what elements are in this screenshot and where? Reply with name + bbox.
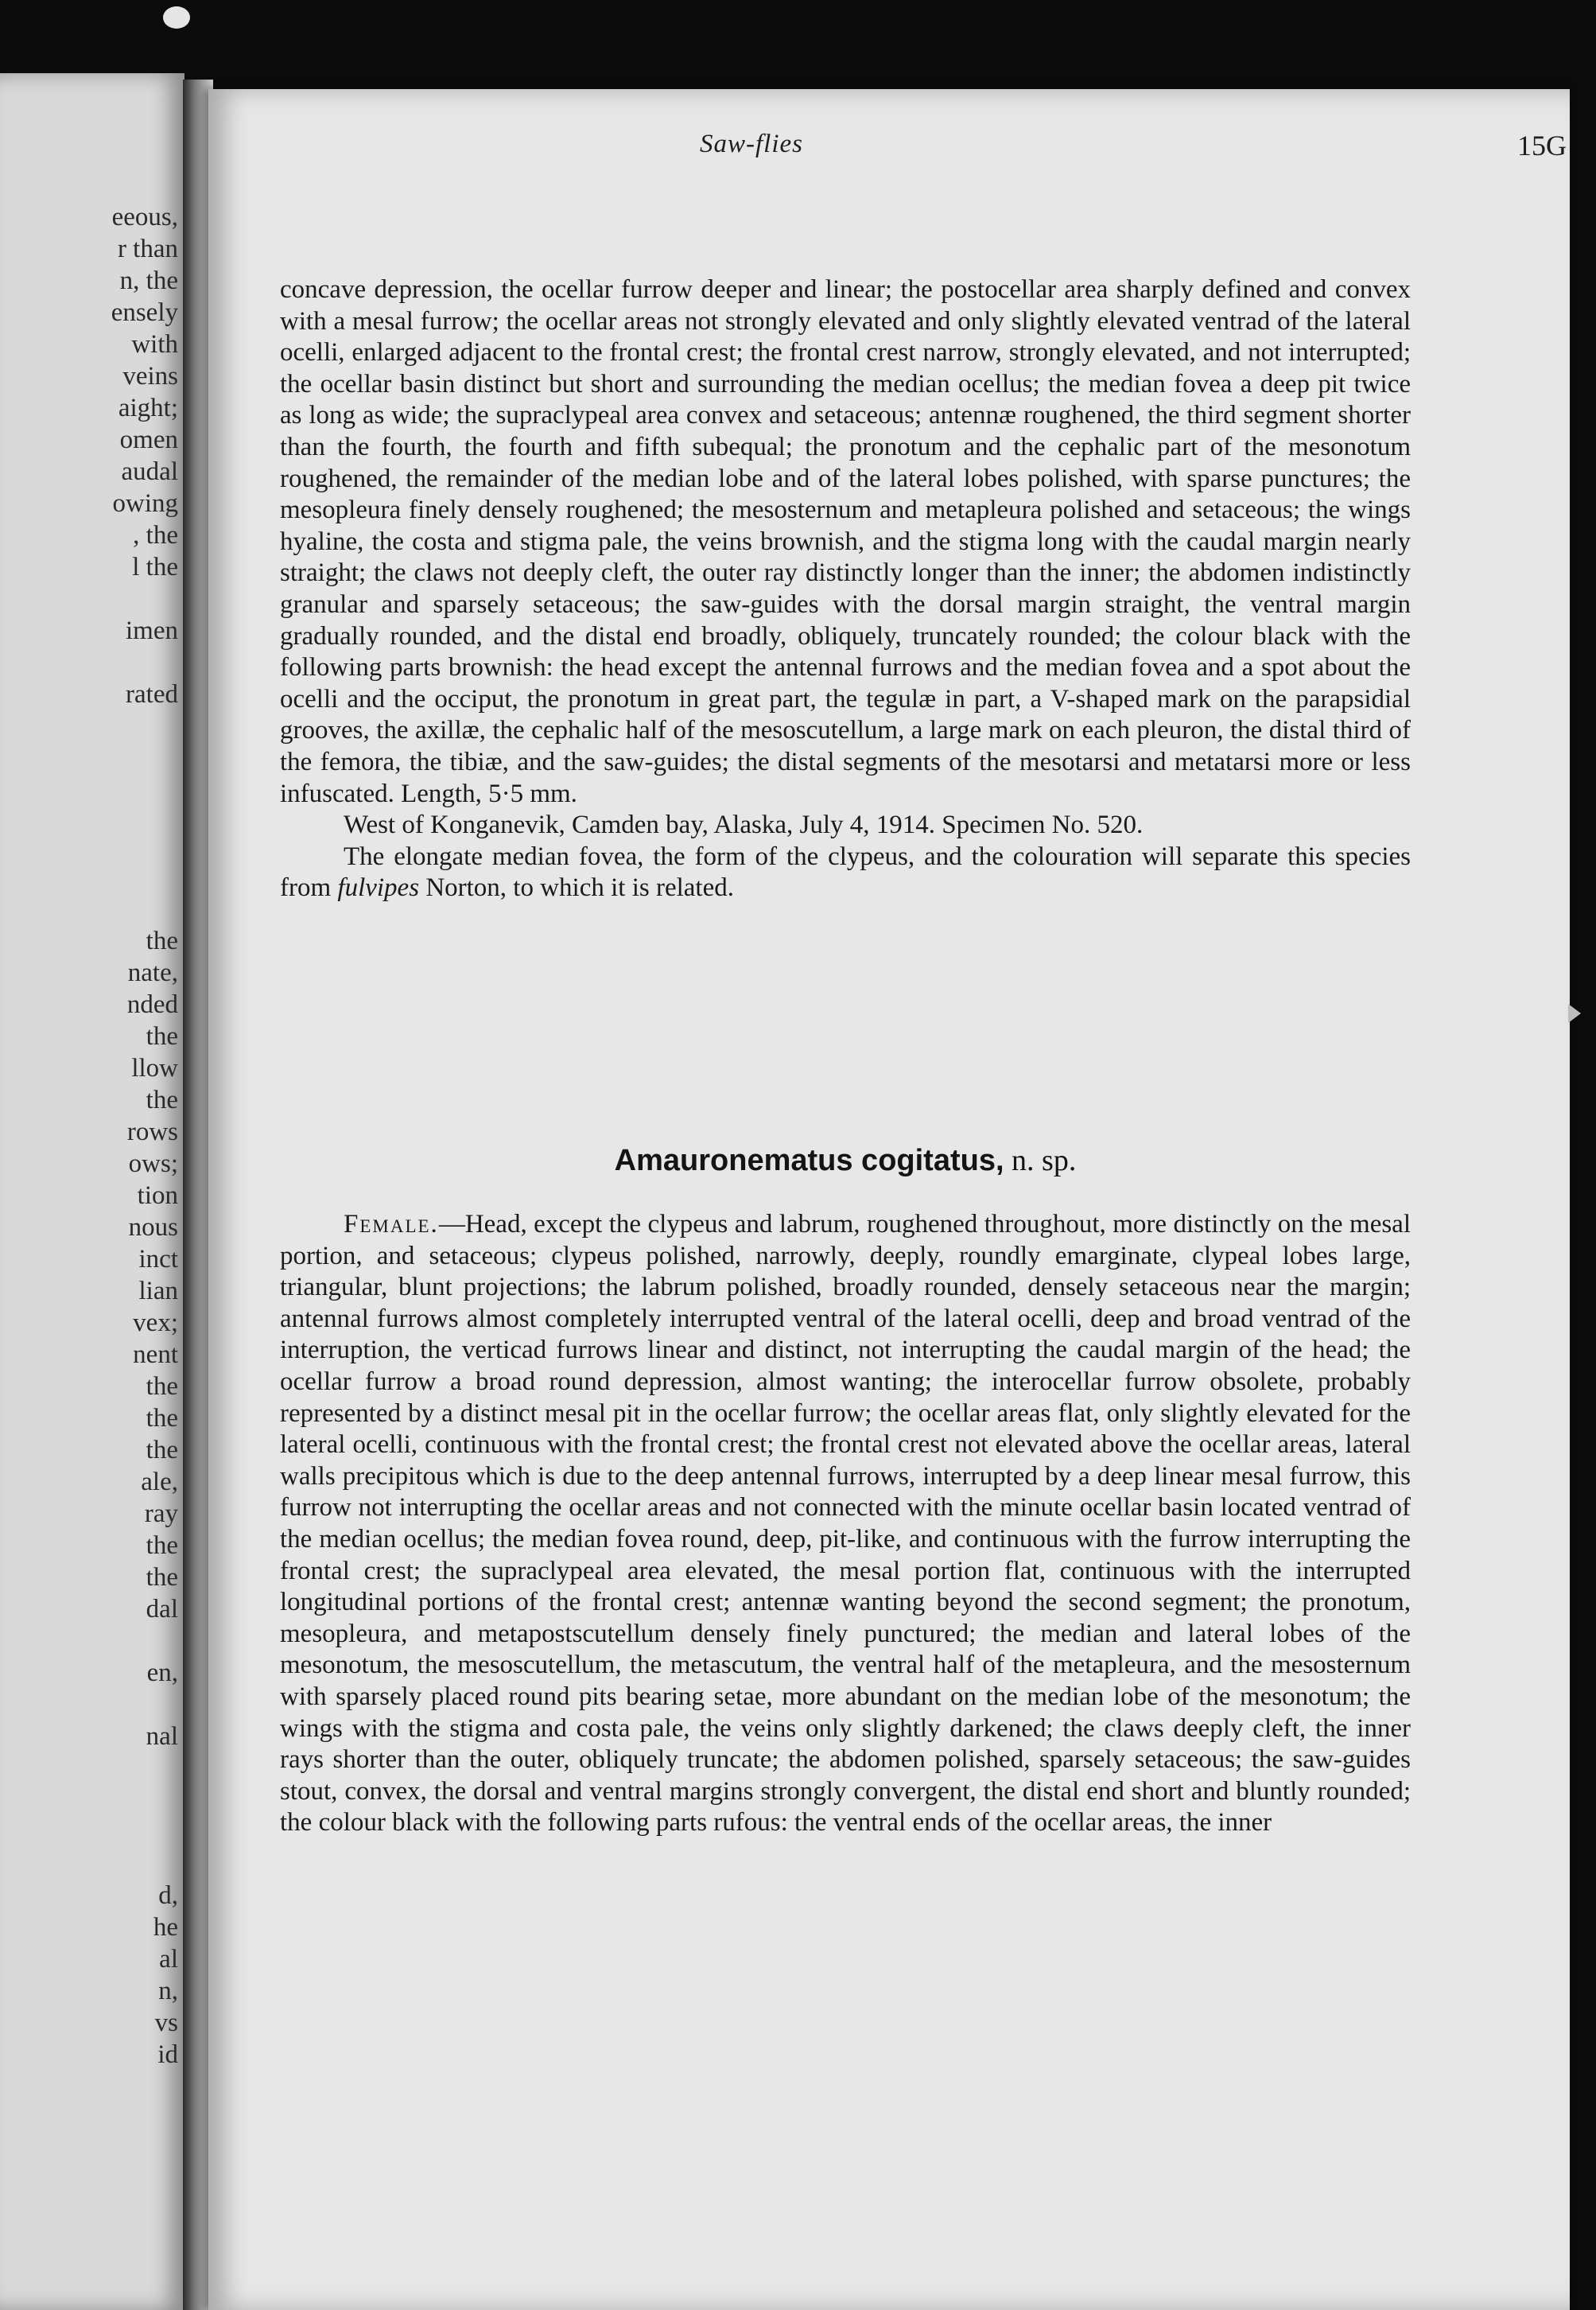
page-number: 15G bbox=[1517, 130, 1567, 161]
species-name: Amauronematus cogitatus, bbox=[614, 1144, 1004, 1177]
left-page-fragment: rows bbox=[126, 1118, 178, 1146]
left-page-fragment: aight; bbox=[118, 394, 178, 422]
left-page-fragment: veins bbox=[122, 362, 178, 391]
left-page-fragment: n, the bbox=[119, 266, 178, 295]
female-description bbox=[280, 1209, 1411, 1839]
left-page-fragment: n, bbox=[158, 1977, 178, 2005]
remark-paragraph bbox=[280, 842, 1411, 904]
species-heading bbox=[280, 1143, 1411, 1178]
left-page-fragment: vex; bbox=[133, 1309, 178, 1337]
left-page-fragment: nded bbox=[126, 990, 178, 1019]
left-page-edge bbox=[0, 73, 184, 2310]
left-page-fragment: the bbox=[146, 1086, 178, 1114]
left-page-fragment: , the bbox=[133, 521, 178, 550]
description-continued bbox=[280, 274, 1411, 904]
remark-species-name: fulvipes bbox=[337, 873, 420, 903]
left-page-fragment: the bbox=[146, 1531, 178, 1560]
left-page-fragment: nous bbox=[128, 1213, 178, 1242]
left-page-fragment: nent bbox=[133, 1340, 178, 1369]
left-page-fragment: l the bbox=[132, 553, 178, 581]
locality-paragraph: West of Konganevik, Camden bay, Alaska, July 4, 1914. Specimen No. 520. bbox=[344, 811, 1144, 840]
left-page-fragment: the bbox=[146, 1404, 178, 1433]
page-edge-tab bbox=[1568, 1004, 1581, 1023]
left-page-fragment: ale, bbox=[141, 1468, 178, 1496]
left-page-fragment: nal bbox=[146, 1722, 178, 1751]
left-page-fragment: tion bbox=[137, 1181, 178, 1210]
running-head: Saw-flies bbox=[700, 130, 803, 158]
left-page-fragment: the bbox=[146, 1022, 178, 1051]
left-page-fragment: ray bbox=[144, 1499, 178, 1528]
left-page-fragment: al bbox=[159, 1945, 178, 1974]
left-page-fragment: the bbox=[146, 1563, 178, 1592]
description-paragraph: concave depression, the ocellar furrow deeper and linear; the postocellar area sharply defined and convex with a mesal furrow; the ocellar areas not strongly elevated and only slightly elevated ventrad of the lateral ocelli, enlarged adjacent to the frontal crest; the frontal crest narrow, strongly elevated, and not interrupted; the ocellar basin distinct but short and surrounding the median ocellus; the median fovea a deep pit twice as long as wide; the supraclypeal area convex and setaceous; antennæ roughened, the third segment shorter than the fourth, the fourth and fifth subequal; the pronotum and the cephalic part of the mesonotum roughened, the remainder of the median lobe and of the lateral lobes polished, with sparse punctures; the mesopleura finely densely roughened; the mesosternum and metapleura polished and setaceous; the wings hyaline, the costa and stigma pale, the veins brownish, and the stigma long with the caudal margin nearly straight; the claws not deeply cleft, the outer ray distinctly longer than the inner; the abdomen indistinctly granular and sparsely setaceous; the saw-guides with the dorsal margin straight, the ventral margin gradually rounded, and the distal end broadly, obliquely, truncately rounded; the colour black with the following parts brownish: the head except the antennal furrows and the median fovea and a spot about the ocelli and the occiput, the pronotum in great part, the tegulæ in part, a V-shaped mark on the parapsidial grooves, the axillæ, the cephalic half of the mesoscutellum, a large mark on each pleuron, the distal third of the femora, the tibiæ, and the saw-guides; the distal segments of the mesotarsi and metatarsi more or less infuscated. Length, 5·5 mm. bbox=[280, 275, 1411, 808]
left-page-fragment: inct bbox=[138, 1245, 178, 1274]
left-page-fragment: imen bbox=[126, 616, 178, 645]
sex-label: Female. bbox=[344, 1210, 439, 1239]
left-page-fragment: audal bbox=[121, 457, 178, 486]
left-page-fragment: llow bbox=[131, 1054, 178, 1083]
left-page-fragment: ensely bbox=[111, 298, 178, 327]
female-text: —Head, except the clypeus and labrum, roughened throughout, more distinctly on the mesal portion, and setaceous; clypeus polished, narrowly, deeply, roundly emarginate, clypeal lobes large, triangular, blunt projections; the labrum polished, broadly rounded, densely setaceous near the margin; antennal furrows almost completely interrupted ventral of the lateral ocelli, deep and broad ventrad of the interruption, the verticad furrows linear and distinct, not interrupting the caudal margin of the head; the ocellar furrow a broad round depression, almost wanting; the interocellar furrow obsolete, probably represented by a distinct mesal pit in the ocellar furrow; the ocellar areas flat, only slightly elevated for the lateral ocelli, continuous with the frontal crest; the frontal crest not elevated above the ocellar areas, lateral walls precipitous which is due to the deep antennal furrows, interrupted by a deep linear mesal furrow, this furrow not interrupting the ocellar areas and not connected with the minute ocellar basin located ventrad of the median ocellus; the median fovea round, deep, pit-like, and continuous with the furrow interrupting the frontal crest; the supraclypeal area elevated, the mesal portion flat, continuous with the interrupted longitudinal portions of the frontal crest; antennæ wanting beyond the second segment; the pronotum, mesopleura, and metapostscutellum densely finely punctured; the median and lateral lobes of the mesonotum, the mesoscutellum, the metascutum, the ventral half of the metapleura, and the mesosternum with sparsely placed round pits bearing setae, more abundant on the median lobe of the mesonotum; the wings with the stigma and costa pale, the veins only slightly darkened; the claws deeply cleft, the inner rays shorter than the outer, obliquely truncate; the abdomen polished, sparsely setaceous; the saw-guides stout, convex, the dorsal and ventral margins strongly convergent, the distal end short and bluntly rounded; the colour black with the following parts rufous: the ventral ends of the ocellar areas, the inner bbox=[280, 1210, 1411, 1838]
remark-text-after: Norton, to which it is related. bbox=[419, 873, 734, 903]
left-page-fragment: id bbox=[157, 2040, 178, 2069]
left-page-fragment: ows; bbox=[128, 1149, 178, 1178]
remark-text-before: The elongate median fovea, the form of the clypeus, and the colouration will separate this species from bbox=[280, 842, 1411, 903]
left-page-fragment: r than bbox=[117, 235, 178, 263]
left-page-fragment: en, bbox=[146, 1659, 178, 1687]
left-page-fragment: eeous, bbox=[111, 203, 178, 231]
left-page-fragment: owing bbox=[112, 489, 178, 518]
left-page-fragment: omen bbox=[119, 426, 178, 454]
left-page-fragment: lian bbox=[138, 1277, 178, 1305]
left-page-fragment: rated bbox=[126, 680, 178, 709]
species-status: n. sp. bbox=[1004, 1144, 1077, 1177]
left-page-fragment: d, bbox=[158, 1881, 178, 1910]
left-page-fragment: dal bbox=[146, 1595, 178, 1624]
left-page-fragment: with bbox=[131, 330, 178, 359]
left-page-fragment: the bbox=[146, 927, 178, 955]
left-page-fragment: he bbox=[153, 1913, 178, 1942]
female-paragraph bbox=[280, 1209, 1411, 1839]
left-page-fragment: the bbox=[146, 1436, 178, 1464]
left-page-fragment: vs bbox=[154, 2009, 178, 2037]
scan-spot bbox=[163, 6, 190, 29]
left-page-fragment: nate, bbox=[127, 959, 178, 987]
left-page-fragment: the bbox=[146, 1372, 178, 1401]
